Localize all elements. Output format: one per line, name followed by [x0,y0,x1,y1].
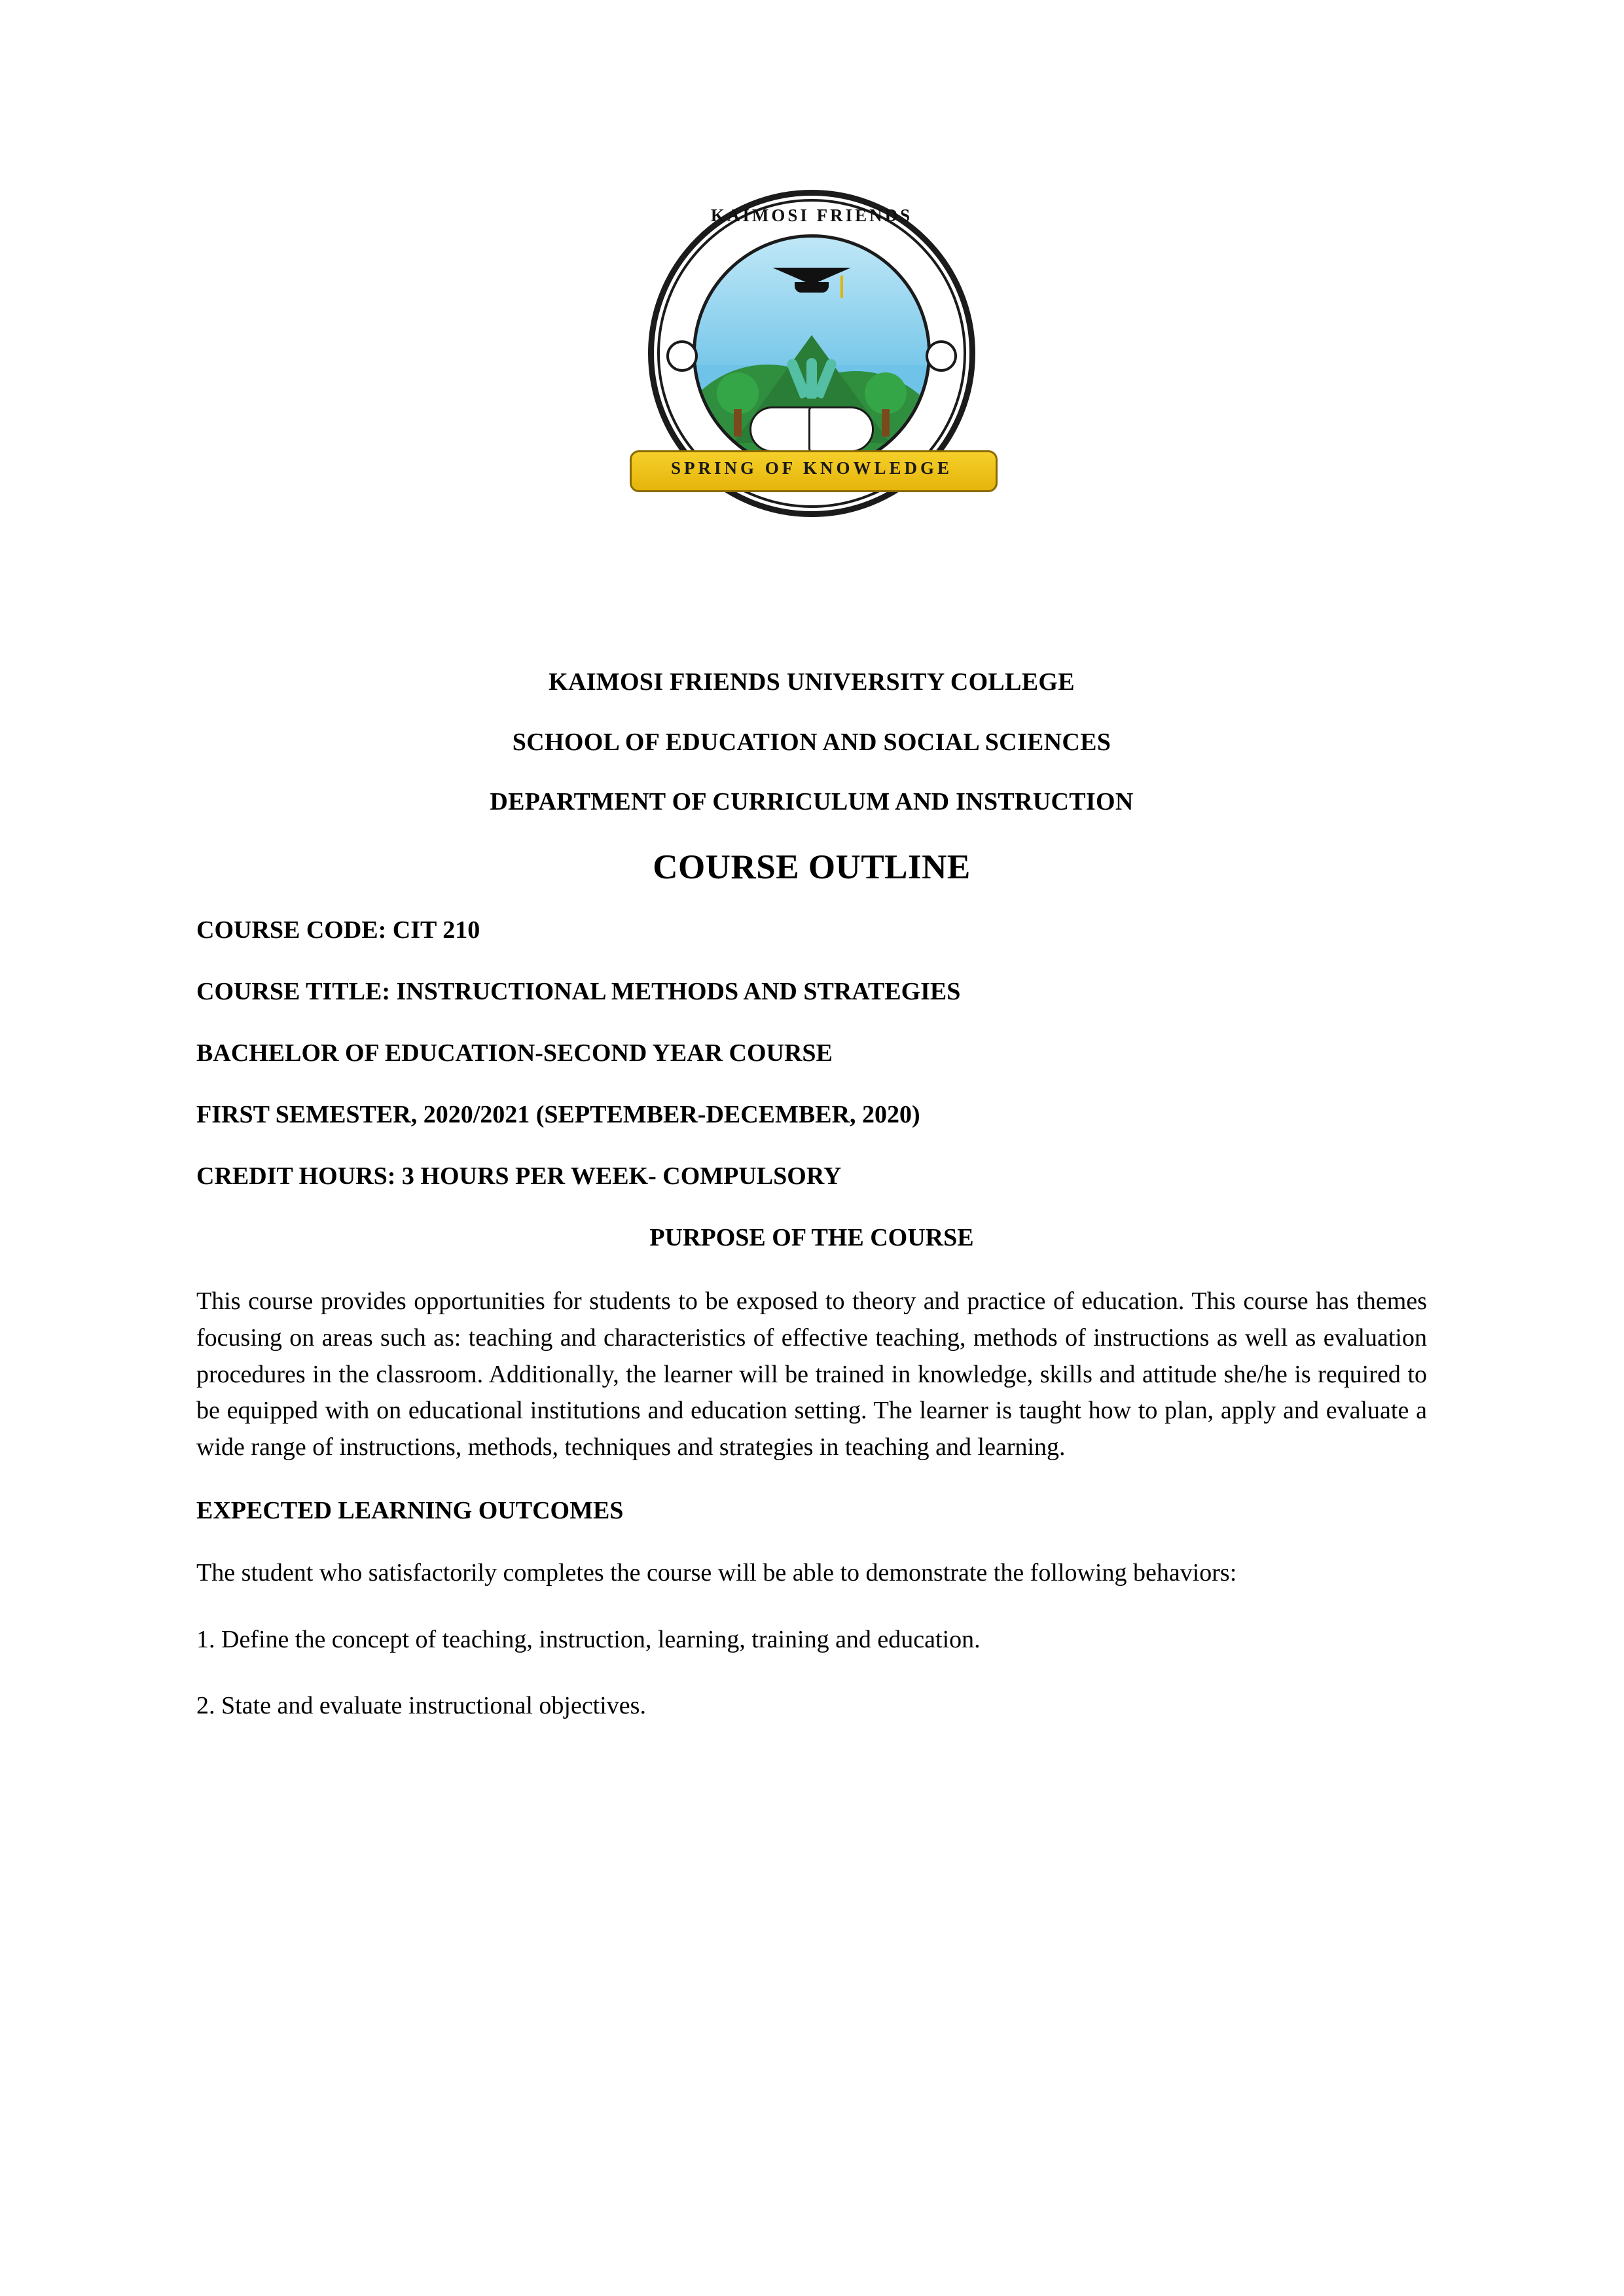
outcomes-intro: The student who satisfactorily completes the course will be able to demonstrate the following behaviors: [196,1559,1237,1587]
seal-ribbon [630,439,994,499]
purpose-body: This course provides opportunities for students to be exposed to theory and practice of education. This course has themes focusing on areas such as: teaching and characteristics of effective teaching, methods of instructions as well as evaluation procedures in the classroom. Additionally, the learner will be trained in knowledge, skills and attitude she/he is required to be equipped with on educational institutions and education setting. The learner is taught how to plan, apply and evaluate a wide range of instructions, methods, techniques and strategies in teaching and learning. [196,1287,1427,1462]
graduation-cap-icon [772,264,851,290]
course-credit-hours: CREDIT HOURS: 3 HOURS PER WEEK- COMPULSORY [196,1162,842,1190]
list-item: 2. State and evaluate instructional objectives. [196,1692,646,1720]
document-content [196,0,1427,1754]
seal-emblem-scene [693,234,931,473]
list-item: 1. Define the concept of teaching, instruction, learning, training and education. [196,1625,981,1653]
course-code: COURSE CODE: CIT 210 [196,916,480,944]
plant-icon [789,346,835,399]
department-name: DEPARTMENT OF CURRICULUM AND INSTRUCTION [490,788,1134,816]
university-seal-logo [615,177,1008,583]
purpose-heading: PURPOSE OF THE COURSE [649,1223,974,1251]
seal-text-top: KAIMOSI FRIENDS [710,206,913,225]
school-name: SCHOOL OF EDUCATION AND SOCIAL SCIENCES [512,728,1111,756]
seal-motto-text: SPRING OF KNOWLEDGE [670,458,953,478]
outcomes-heading: EXPECTED LEARNING OUTCOMES [196,1497,624,1525]
course-semester: FIRST SEMESTER, 2020/2021 (SEPTEMBER-DECEMBER, 2020) [196,1100,920,1128]
course-program: BACHELOR OF EDUCATION-SECOND YEAR COURSE [196,1039,833,1067]
gear-left-icon [666,340,698,372]
institution-name: KAIMOSI FRIENDS UNIVERSITY COLLEGE [549,668,1075,696]
page-title: COURSE OUTLINE [653,848,971,886]
gear-right-icon [926,340,957,372]
course-title: COURSE TITLE: INSTRUCTIONAL METHODS AND STRATEGIES [196,977,961,1005]
logo-container [196,177,1427,583]
